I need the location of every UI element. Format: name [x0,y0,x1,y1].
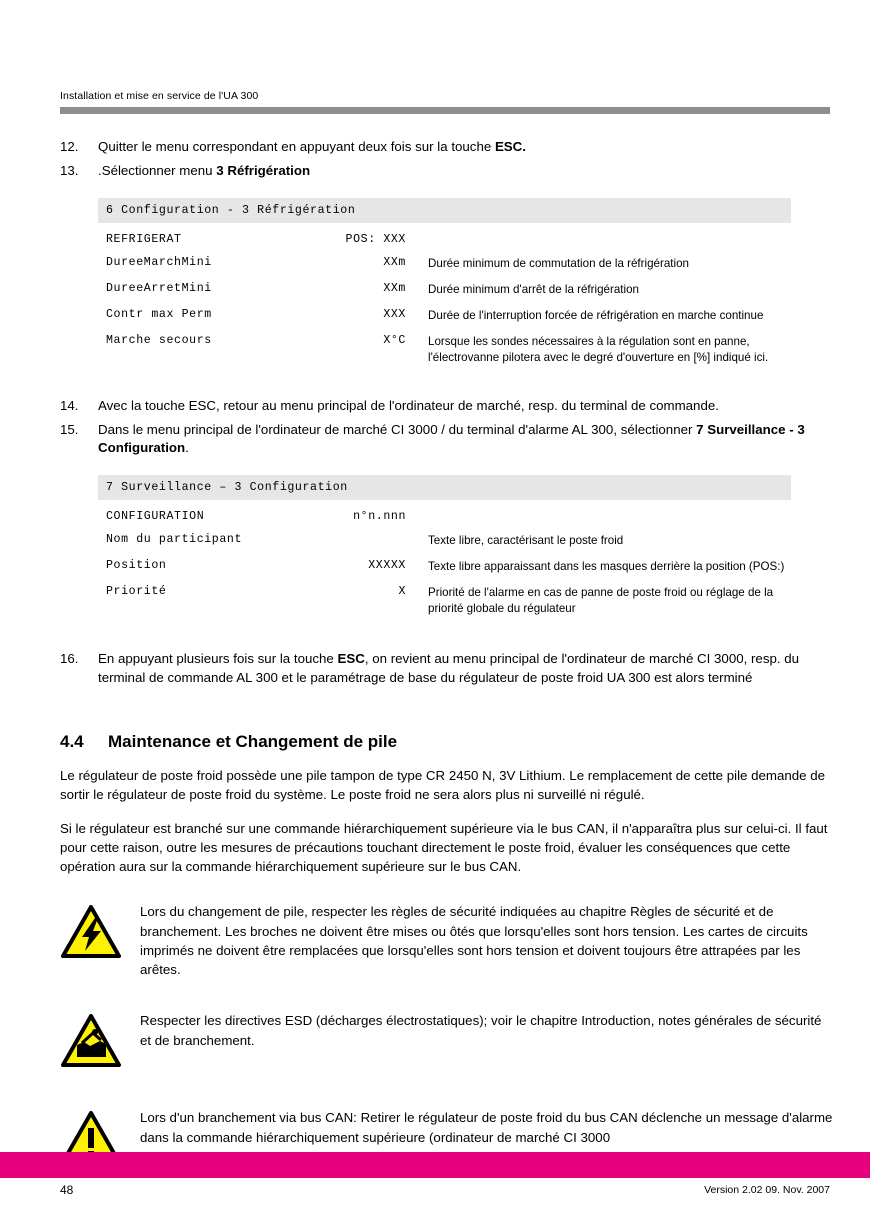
list-item [60,138,835,157]
page-header [60,90,830,114]
menu-row-desc: Priorité de l'alarme en cas de panne de poste froid ou réglage de la priorité globale du régulateur [428,586,774,616]
menu-row-value: POS: XXX [345,232,406,246]
list-item [60,650,835,688]
section-number: 4.4 [60,731,84,751]
table-row [98,554,791,580]
list-item-text [98,650,835,688]
menu-row-value: X°C [383,333,406,347]
menu-row-desc: Texte libre apparaissant dans les masques derrière la position (POS:) [428,560,785,574]
list-item-number: 14. [60,397,79,413]
list-item-text: Avec la touche ESC, retour au menu principal de l'ordinateur de marché, resp. du terminal de commande. [98,397,719,413]
step12-text-bold: ESC. [494,139,526,154]
menu-row-value: n°n.nnn [353,510,406,524]
footer-version: Version 2.02 09. Nov. 2007 [704,1184,830,1196]
header-rule [60,107,830,114]
table-row [98,329,791,371]
menu-row-label: Contr max Perm [106,307,212,321]
high-voltage-warning-icon [60,902,140,965]
table-row [98,580,791,622]
warning-text: Lors d'un branchement via bus CAN: Retirer le régulateur de poste froid du bus CAN déclenche un message d'alarme dans la commande hiérarchiquement supérieure (ordinateur de marché CI 3000 [140,1110,833,1145]
section-title: Maintenance et Changement de pile [108,731,398,751]
page-number: 48 [60,1183,74,1197]
warning-block [60,902,835,979]
step15-text-a: Dans le menu principal de l'ordinateur de marché CI 3000 / du terminal d'alarme AL 300, sélectionner [98,421,697,437]
section-paragraph-1: Le régulateur de poste froid possède une pile tampon de type CR 2450 N, 3V Lithium. Le remplacement de cette pile demande de sortir le régulateur de poste froid du système. Le poste froid ne sera alors plus ni surveillé ni régulé. [60,767,826,803]
step16-text-bold: ESC [337,651,365,667]
list-item [60,397,835,416]
menu-row-value: XXm [383,281,406,295]
esd-warning-icon [60,1011,140,1074]
page-content [60,138,835,1171]
section-heading [60,732,835,752]
step13-text-bold: 3 Réfrigération [216,162,311,178]
menu-row-label: Priorité [106,585,167,599]
step15-text-c: . [185,440,189,456]
list-item [60,421,835,459]
menu-row-desc: Texte libre, caractérisant le poste froid [428,534,624,548]
footer-accent-bar [0,1152,870,1178]
table-row [98,528,791,554]
menu-row-label: REFRIGERAT [106,232,182,246]
list-item-number: 12. [60,139,79,154]
menu-table-refrigeration [98,198,791,371]
table-row [98,303,791,329]
header-title: Installation et mise en service de l'UA 300 [60,90,259,102]
step16-text-a: En appuyant plusieurs fois sur la touche [98,651,338,667]
section-paragraph-2: Si le régulateur est branché sur une commande hiérarchiquement supérieure via le bus CAN, il n'apparaîtra plus sur celui-ci. Il faut pour cette raison, outre les mesures de précautions touchant directement le poste froid, évaluer les conséquences que cette opération aura sur la commande hiérarchiquement supérieure sur le bus CAN. [60,820,828,875]
warning-text: Lors du changement de pile, respecter les règles de sécurité indiquées au chapitre Règles de sécurité et de branchement. Les broches ne doivent être mises ou ôtés que lorsqu'elles sont hors tension. Les cartes de circuits imprimés ne doivent être remplacées que lorsqu'elles sont hors tension et doivent toujours être attrapées par les arêtes. [140,904,808,978]
table-row [98,277,791,303]
menu-row-label: Position [106,559,167,573]
step13-text-a: .Sélectionner menu [98,162,217,178]
list-item-text [98,138,835,157]
menu-row-value: XXm [383,255,406,269]
menu-row-value: X [398,585,406,599]
list-item-text [98,162,835,181]
warning-block [60,1011,835,1074]
menu-row-value: XXXXX [368,559,406,573]
list-item-number: 16. [60,651,79,667]
table-row [98,500,791,528]
menu-table-surveillance [98,475,791,622]
menu-row-label: CONFIGURATION [106,510,205,524]
menu-title: 7 Surveillance – 3 Configuration [98,475,791,500]
menu-row-desc: Durée minimum d'arrêt de la réfrigération [428,282,639,296]
warning-text: Respecter les directives ESD (décharges électrostatiques); voir le chapitre Introduction, notes générales de sécurité et de branchement. [140,1013,822,1048]
step12-text-a: Quitter le menu correspondant en appuyant deux fois sur la touche [98,139,495,154]
list-item-number: 13. [60,162,79,178]
menu-row-label: Marche secours [106,333,212,347]
menu-row-desc: Lorsque les sondes nécessaires à la régulation sont en panne, l'électrovanne pilotera avec le degré d'ouverture en [%] indiqué ici. [428,334,769,364]
menu-row-label: DureeMarchMini [106,255,212,269]
step15-text-bold: 7 Surveillance - 3 Configuration [98,421,805,456]
list-item [60,162,835,181]
list-item-number: 15. [60,421,79,437]
list-item-text [98,421,835,459]
step16-text-c: , on revient au menu principal de l'ordinateur de marché CI 3000, resp. du terminal de commande AL 300 et le paramétrage de base du régulateur de poste froid UA 300 est alors terminé [98,651,800,686]
menu-row-desc: Durée de l'interruption forcée de réfrigération en marche continue [428,308,764,322]
menu-title: 6 Configuration - 3 Réfrigération [98,198,791,223]
table-row [98,251,791,277]
menu-row-value: XXX [383,307,406,321]
menu-row-desc: Durée minimum de commutation de la réfrigération [428,256,689,270]
menu-row-label: Nom du participant [106,533,243,547]
menu-row-label: DureeArretMini [106,281,212,295]
table-row [98,223,791,251]
